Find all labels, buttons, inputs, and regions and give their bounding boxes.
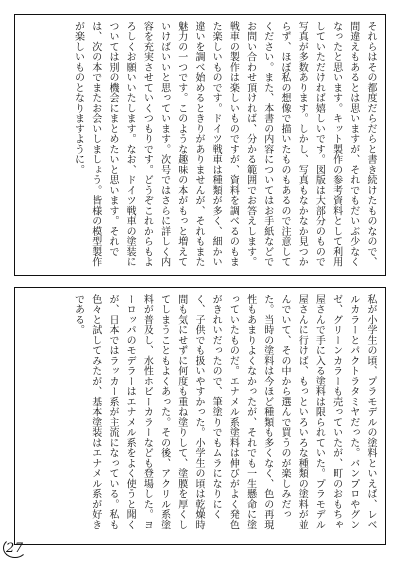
top-panel-text: それらはその都度だらだらと書き続けたものなので、間違えもあるとは思いますが、それでもだいぶ少なくなったと思います。キット製作の参考資料として利用していただければ嬉しいです。図版は大部分のもので写真が多数あります。しかし、写真もなかなか見つからず、ほぼ私の想像で描いたものもあるので注意してください。また、本書の内容についてはお手紙などでお問い合わせ頂ければ、分かる範囲でお答えします。戦車の製作は楽しいものですが、資料を調べるのもまた楽しいものです。ドイツ戦車は種類が多く、細かい違いを調べ始めるときりがありませんが、それもまた魅力の一つです。このような趣味の本がもっと増えていけばいいと思っています。次号ではさらに詳しく内容を充実させていくつもりです。どうぞこれからもよろしくお願いいたします。なお、ドイツ戦車の塗装については別の機会にまとめたいと思います。それでは、次の本でまたお会いしましょう。皆様の模型製作が楽しいものとなりますように。: [72, 21, 376, 267]
bottom-panel-text: 私が小学生の頃、プラモデルの塗料といえば、レベルカラーとパクトラタミヤだった。バンプロやグンゼ、グリーンカラーも売っていたが、町のおもちゃ屋さんで手に入る塗料は限られていた。プラモデル屋さんに行けば、もっといろいろな種類の塗料が並んでいて、その中から選んで買うのが楽しみだった。当時の塗料は今ほど種類も多くなく、色の再現性もあまりよくなかったが、それでも一生懸命に塗っていたものだ。エナメル系塗料は伸びがよく発色がきれいだったので、筆塗りでもムラになりにくく、子供でも扱いやすかった。小学生の頃は乾燥時間も気にせずに何度も重ね塗りして、塗膜を厚くしてしまうこともよくあった。その後、アクリル系塗料が普及し、水性ホビーカラーなども登場した。ヨーロッパのモデラーはエナメル系をよく使うと聞くが、日本ではラッカー系が主流になっている。私も色々と試してみたが、基本塗装はエナメル系が好きである。: [72, 294, 376, 530]
top-text-panel: [14, 14, 386, 276]
page-number: 27: [6, 541, 24, 556]
bottom-text-panel: [14, 287, 386, 545]
